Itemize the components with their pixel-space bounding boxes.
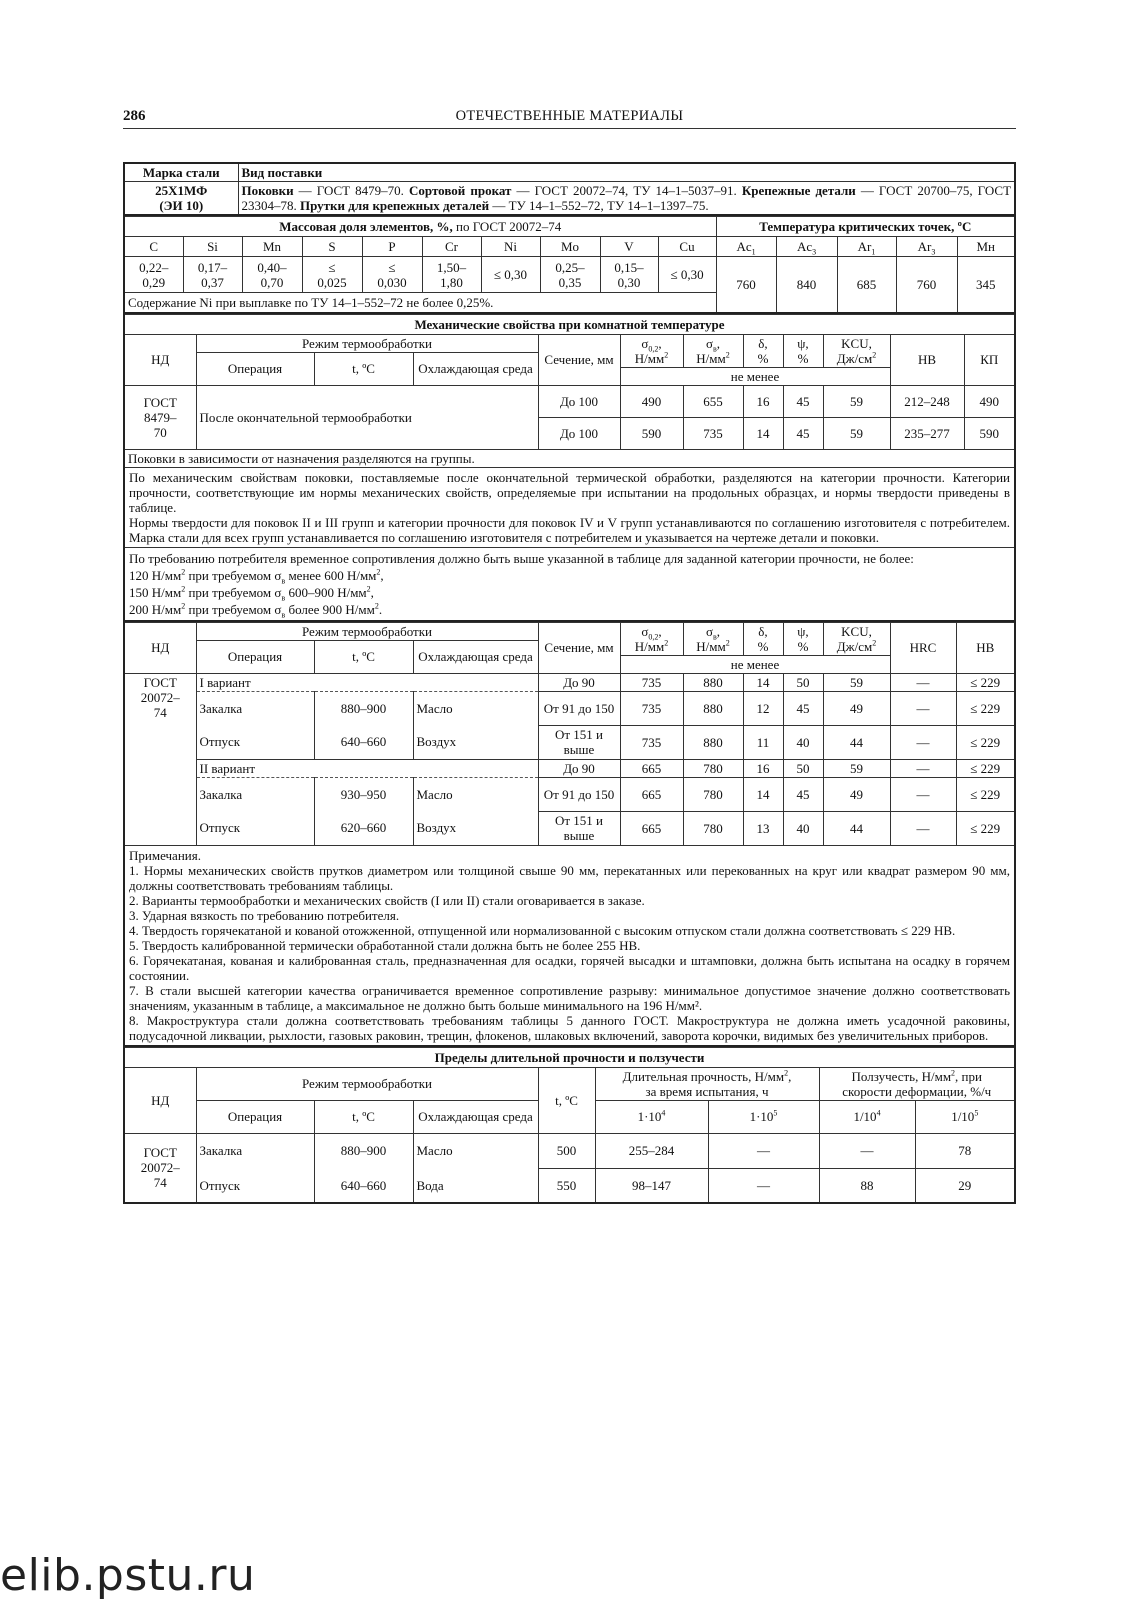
kcu-unit: Дж/см	[836, 350, 873, 366]
element-value: ≤ 0,30	[481, 257, 540, 293]
delta-label: δ,	[758, 335, 768, 351]
cell: 45	[783, 777, 823, 811]
critical-point-sub: 3	[812, 247, 817, 257]
cell: 45	[783, 385, 823, 417]
table-row	[124, 811, 1015, 845]
note-item: 8. Макроструктура стали должна соответствовать требованиям таблицы 5 данного ГОСТ. Макроструктура не должна иметь усадочной раковины, подусадочной ликвации, рыхлости, газовых раковин, трещин, флокенов, шлаковых включений, заворота корочки, видимых без увеличительных приборов.	[129, 1012, 1010, 1043]
critical-point-symbol: Ac	[736, 239, 752, 254]
cell: 78	[915, 1133, 1015, 1168]
cell: 880	[683, 725, 743, 759]
hrc-header: HRC	[890, 622, 956, 673]
cell: 49	[823, 691, 890, 725]
sigmab-header: $\sigma_в$, $Н/мм^2$	[683, 334, 743, 367]
t-header: t, ºС	[538, 1067, 595, 1133]
element-values-row	[124, 257, 1015, 293]
table-row	[124, 691, 1015, 725]
rate-1e5-header: $1/10^5$	[915, 1100, 1015, 1133]
cell: 490	[964, 385, 1015, 417]
temp-header: t, ºС	[314, 1100, 413, 1133]
cell: ≤ 229	[956, 777, 1015, 811]
rate-1e4-header: $1/10^4$	[819, 1100, 915, 1133]
cell: 98–147	[595, 1168, 708, 1203]
cell: 780	[683, 777, 743, 811]
cell: 13	[743, 811, 783, 845]
variant-label: I вариант	[196, 673, 538, 691]
creep-header: Ползучесть, $Н/мм^2$, при скорости деформации, %/ч	[819, 1067, 1015, 1100]
cell: 640–660	[314, 1168, 413, 1203]
cell: От 91 до 150	[538, 691, 620, 725]
cooling-header: Охлаждающая среда	[413, 640, 538, 673]
nd-header: НД	[124, 622, 196, 673]
cell: 780	[683, 759, 743, 777]
table-row	[124, 759, 1015, 777]
cell: От 151 и выше	[538, 725, 620, 759]
steel-datasheet	[123, 162, 1016, 1204]
nd-header: НД	[124, 1067, 196, 1133]
cell: —	[708, 1133, 819, 1168]
unit-label: Н/мм	[696, 350, 726, 366]
hb-header: НВ	[890, 334, 964, 385]
cell: —	[890, 673, 956, 691]
paragraph: Нормы твердости для поковок II и III групп и категории прочности для поковок IV и V групп устанавливаются по соглашению изготовителя с потребителем. Марка стали для всех групп устанавливается по соглашению изготовителя с потребителем и указывается на чертеже детали и поковки.	[129, 514, 1010, 545]
cell: До 90	[538, 759, 620, 777]
cell: —	[819, 1133, 915, 1168]
critical-points-title: Температура критических точек, ºС	[716, 217, 1015, 237]
not-less-label: не менее	[620, 655, 890, 673]
cooling-cell: Масло	[413, 777, 538, 811]
delivery-item: Поковки	[241, 183, 294, 198]
sigma-symbol: σ	[641, 335, 649, 351]
cell: 500	[538, 1133, 595, 1168]
note-item: 5. Твердость калиброванной термически обработанной стали должна быть не более 255 НВ.	[129, 937, 641, 953]
time-1e4-header: $1\cdot 10^4$	[595, 1100, 708, 1133]
long-strength-header: Длительная прочность, $Н/мм^2$, за время испытания, ч	[595, 1067, 819, 1100]
running-title: ОТЕЧЕСТВЕННЫЕ МАТЕРИАЛЫ	[455, 108, 684, 124]
cell: —	[890, 759, 956, 777]
gost-8479: ГОСТ 8479– 70	[124, 385, 196, 449]
element-value: ≤ 0,030	[362, 257, 422, 293]
cell: 16	[743, 385, 783, 417]
cell: 212–248	[890, 385, 964, 417]
cell: —	[890, 691, 956, 725]
requirement-line: 200 $Н/мм^2$ при требуемом $\sigma_в$ более 900 $Н/мм^2$.	[129, 601, 383, 620]
cell: 59	[823, 417, 890, 449]
cell: ≤ 229	[956, 759, 1015, 777]
grade-name: 25Х1МФ	[155, 183, 208, 198]
cell: 16	[743, 759, 783, 777]
cell: 880	[683, 673, 743, 691]
cell: ≤ 229	[956, 725, 1015, 759]
category-text	[124, 467, 1015, 547]
after-treatment: После окончательной термообработки	[196, 385, 538, 449]
grade-table	[123, 162, 1016, 216]
cell: 88	[819, 1168, 915, 1203]
mode-header: Режим термообработки	[196, 622, 538, 640]
cell: 880	[683, 691, 743, 725]
cell: От 151 и выше	[538, 811, 620, 845]
cell: 735	[683, 417, 743, 449]
paragraph: По требованию потребителя временное сопротивления должно быть выше указанной в таблице для заданной категории прочности, не более:	[129, 550, 914, 566]
element-header: C	[124, 237, 183, 257]
cell: 11	[743, 725, 783, 759]
cell: —	[890, 725, 956, 759]
grade-alt-name: (ЭИ 10)	[159, 198, 204, 213]
element-header: Mn	[242, 237, 302, 257]
critical-point-header	[896, 237, 957, 257]
element-header: V	[600, 237, 658, 257]
grade-label: Марка стали	[124, 163, 238, 182]
gost-20072: ГОСТ 20072– 74	[124, 673, 196, 845]
critical-point-header	[957, 237, 1015, 257]
critical-point-value: 345	[957, 257, 1015, 313]
cell: 735	[620, 691, 683, 725]
pct-label: %	[757, 350, 769, 366]
sigma02-header: $\sigma_{0,2}$, $Н/мм^2$	[620, 622, 683, 655]
requirement-line: 120 $Н/мм^2$ при требуемом $\sigma_в$ менее 600 $Н/мм^2$,	[129, 567, 384, 586]
element-value: 0,25– 0,35	[540, 257, 600, 293]
cell: До 90	[538, 673, 620, 691]
critical-point-symbol: Mн	[976, 239, 996, 254]
sigmab-header: $\sigma_в$, $Н/мм^2$	[683, 622, 743, 655]
cell: —	[708, 1168, 819, 1203]
composition-title-bold: Массовая доля элементов, %,	[279, 219, 453, 234]
cell: 735	[620, 673, 683, 691]
element-value: 1,50– 1,80	[422, 257, 481, 293]
section-header: Сечение, мм	[538, 622, 620, 673]
cell: 49	[823, 777, 890, 811]
table-row	[124, 725, 1015, 759]
gost-20072: ГОСТ 20072– 74	[124, 1133, 196, 1203]
unit-label: Н/мм	[634, 350, 665, 366]
cell: 550	[538, 1168, 595, 1203]
cell: —	[890, 811, 956, 845]
delta-header	[743, 334, 783, 367]
operation-header: Операция	[196, 640, 314, 673]
temp-cell: 930–950	[314, 777, 413, 811]
cell: 44	[823, 811, 890, 845]
page-header	[123, 108, 1016, 129]
cell: 255–284	[595, 1133, 708, 1168]
note-item: 2. Варианты термообработки и механических свойств (I или II) стали оговаривается в заказе.	[129, 892, 645, 908]
mech-forgings-table	[123, 314, 1016, 622]
cooling-header: Охлаждающая среда	[413, 1100, 538, 1133]
cell: До 100	[538, 417, 620, 449]
cell: 50	[783, 759, 823, 777]
mech-title: Механические свойства при комнатной температуре	[124, 314, 1015, 334]
critical-point-symbol: Ar	[857, 239, 872, 254]
element-header: Cu	[658, 237, 716, 257]
grade-value	[124, 182, 238, 216]
paragraph: По механическим свойствам поковки, поставляемые после окончательной термической обработки, разделяются на категории прочности. Категории прочности, соответствующие им нормы механических свойств, определяемые при испытании на продольных образцах, и нормы твердости приведены в таблице.	[129, 469, 1010, 515]
kcu-header: KCU, $Дж/см^2$	[823, 622, 890, 655]
temp-header: t, ºС	[314, 640, 413, 673]
element-value: ≤ 0,30	[658, 257, 716, 293]
note-item: 7. В стали высшей категории качества ограничивается временное сопротивление разрыву: минимальное допустимое значение должно соответствовать значениям, указанным в таблице, а максимальное не должно быть больше минимального на 196 Н/мм².	[129, 982, 1010, 1013]
cell: 59	[823, 673, 890, 691]
cell: 14	[743, 777, 783, 811]
critical-point-header	[837, 237, 896, 257]
notes-title: Примечания.	[129, 847, 201, 863]
cell: 45	[783, 691, 823, 725]
delivery-item-std: — ТУ 14–1–552–72, ТУ 14–1–1397–75.	[489, 198, 709, 213]
watermark: elib.pstu.ru	[0, 1550, 256, 1601]
element-value: 0,22– 0,29	[124, 257, 183, 293]
cell: 735	[620, 725, 683, 759]
cell: 12	[743, 691, 783, 725]
sigma-symbol: σ	[705, 335, 713, 351]
delivery-label: Вид поставки	[238, 163, 1015, 182]
cell: 490	[620, 385, 683, 417]
pct-label: %	[797, 350, 809, 366]
cell: 59	[823, 759, 890, 777]
critical-point-sub: 1	[871, 247, 876, 257]
cell: 880–900	[314, 1133, 413, 1168]
cooling-cell: Воздух	[413, 811, 538, 845]
mode-header: Режим термообработки	[196, 334, 538, 352]
ni-note: Содержание Ni при выплавке по ТУ 14–1–552–72 не более 0,25%.	[124, 293, 716, 313]
mech-bars-table	[123, 622, 1016, 1047]
temp-cell: 880–900	[314, 691, 413, 725]
kcu-label: KCU,	[841, 335, 872, 351]
note-item: 4. Твердость горячекатаной и кованой отожженной, отпущенной или нормализованной с высоким отпуском стали должна соответствовать ≤ 229 НВ.	[129, 922, 956, 938]
element-header: Mo	[540, 237, 600, 257]
kp-header: КП	[964, 334, 1015, 385]
element-value: 0,15– 0,30	[600, 257, 658, 293]
page-number: 286	[123, 108, 146, 124]
cell: Закалка	[196, 1133, 314, 1168]
cell: 59	[823, 385, 890, 417]
element-header: Cr	[422, 237, 481, 257]
delivery-item-std: — ГОСТ 20072–74, ТУ 14–1–5037–91.	[511, 183, 742, 198]
cell: 50	[783, 673, 823, 691]
cell: ≤ 229	[956, 811, 1015, 845]
cell: 665	[620, 811, 683, 845]
cell: Вода	[413, 1168, 538, 1203]
element-value: ≤ 0,025	[302, 257, 362, 293]
delivery-item: Крепежные детали	[741, 183, 856, 198]
cell: Отпуск	[196, 1168, 314, 1203]
delivery-text	[238, 182, 1015, 216]
operation-header: Операция	[196, 1100, 314, 1133]
temp-header: t, ºС	[314, 352, 413, 385]
operation-cell: Отпуск	[196, 725, 314, 759]
cooling-cell: Масло	[413, 691, 538, 725]
time-1e5-header: $1\cdot 10^5$	[708, 1100, 819, 1133]
critical-point-symbol: Ac	[796, 239, 813, 254]
delivery-item: Прутки для крепежных деталей	[300, 198, 490, 213]
sigma02-header: $\sigma_{0,2}$, $Н/мм^2$	[620, 334, 683, 367]
composition-title-std: по ГОСТ 20072–74	[452, 219, 562, 234]
operation-cell: Закалка	[196, 777, 314, 811]
element-header: P	[362, 237, 422, 257]
cell: 29	[915, 1168, 1015, 1203]
element-value: 0,17– 0,37	[183, 257, 242, 293]
critical-point-value: 760	[896, 257, 957, 313]
cell: 780	[683, 811, 743, 845]
groups-text: Поковки в зависимости от назначения разделяются на группы.	[124, 449, 1015, 467]
cell: 14	[743, 673, 783, 691]
mode-header: Режим термообработки	[196, 1067, 538, 1100]
composition-title	[124, 217, 716, 237]
note-item: 6. Горячекатаная, кованая и калиброванная сталь, предназначенная для осадки, горячей высадки и штамповки, должна быть испытана на осадку в горячем состоянии.	[129, 952, 1010, 983]
notes-list	[129, 863, 1010, 1043]
composition-table	[123, 216, 1016, 314]
nd-header: НД	[124, 334, 196, 385]
cell: Масло	[413, 1133, 538, 1168]
delivery-item-std: — ГОСТ 8479–70.	[293, 183, 410, 198]
critical-point-value: 760	[716, 257, 776, 313]
psi-header: ψ, %	[783, 622, 823, 655]
section-header: Сечение, мм	[538, 334, 620, 385]
notes	[124, 845, 1015, 1046]
psi-header	[783, 334, 823, 367]
element-header: S	[302, 237, 362, 257]
cell: ≤ 229	[956, 673, 1015, 691]
kcu-header: KCU, $Дж/см^2$	[823, 334, 890, 367]
operation-cell: Отпуск	[196, 811, 314, 845]
critical-point-value: 840	[776, 257, 837, 313]
cell: 655	[683, 385, 743, 417]
cooling-header: Охлаждающая среда	[413, 352, 538, 385]
cell: До 100	[538, 385, 620, 417]
critical-point-sub: 1	[751, 247, 756, 257]
cell: 590	[964, 417, 1015, 449]
element-header: Si	[183, 237, 242, 257]
cell: ≤ 229	[956, 691, 1015, 725]
table-row	[124, 777, 1015, 811]
cell: 590	[620, 417, 683, 449]
creep-title: Пределы длительной прочности и ползучести	[124, 1047, 1015, 1067]
sigma-sub: в	[712, 344, 717, 354]
operation-header: Операция	[196, 352, 314, 385]
cell: 235–277	[890, 417, 964, 449]
delivery-item: Сортовой прокат	[409, 183, 512, 198]
element-header-row	[124, 237, 1015, 257]
creep-table	[123, 1047, 1016, 1205]
operation-cell: Закалка	[196, 691, 314, 725]
cell: От 91 до 150	[538, 777, 620, 811]
requirement-line: 150 $Н/мм^2$ при требуемом $\sigma_в$ 600–900 $Н/мм^2$,	[129, 584, 374, 603]
cell: 665	[620, 759, 683, 777]
temp-cell: 620–660	[314, 811, 413, 845]
critical-point-sub: 3	[931, 247, 936, 257]
variant-label: II вариант	[196, 759, 538, 777]
cell: 45	[783, 417, 823, 449]
cell: —	[890, 777, 956, 811]
critical-point-header	[716, 237, 776, 257]
critical-point-header	[776, 237, 837, 257]
cell: 14	[743, 417, 783, 449]
cell: 40	[783, 811, 823, 845]
not-less-label: не менее	[620, 367, 890, 385]
delivery-item-std: — ГОСТ 20700–75, ГОСТ 23304–78.	[241, 183, 1012, 213]
note-item: 3. Ударная вязкость по требованию потребителя.	[129, 907, 400, 923]
cell: 44	[823, 725, 890, 759]
critical-point-value: 685	[837, 257, 896, 313]
temp-cell: 640–660	[314, 725, 413, 759]
psi-label: ψ,	[797, 335, 809, 351]
cell: 40	[783, 725, 823, 759]
note-item: 1. Нормы механических свойств прутков диаметром или толщиной свыше 90 мм, перекатанных или перекованных на круг или квадрат размером 90 мм, должны соответствовать требованиям таблицы.	[129, 862, 1010, 893]
cooling-cell: Воздух	[413, 725, 538, 759]
element-header: Ni	[481, 237, 540, 257]
critical-point-symbol: Ar	[917, 239, 932, 254]
element-value: 0,40– 0,70	[242, 257, 302, 293]
sigma-sub: 0,2	[648, 344, 659, 354]
delta-header: δ, %	[743, 622, 783, 655]
table-row	[124, 673, 1015, 691]
hb-header: НВ	[956, 622, 1015, 673]
bars-body	[124, 673, 1015, 845]
requirement-text	[124, 547, 1015, 621]
cell: 665	[620, 777, 683, 811]
